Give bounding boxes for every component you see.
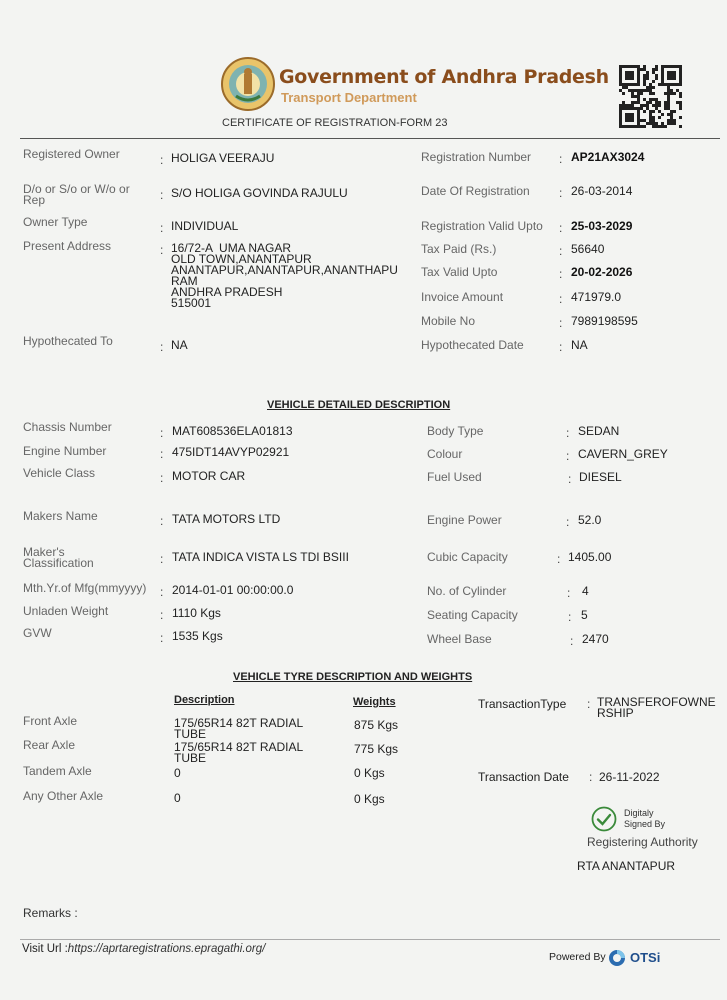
tyre-row-2-description: 0 [174, 766, 181, 780]
dept-title: Transport Department [281, 90, 417, 105]
visit-url-link[interactable]: https://aprtaregistrations.epragathi.org/ [67, 943, 266, 955]
owner-right-3-value: 56640 [571, 242, 605, 256]
owner-right-4-colon: : [559, 267, 563, 281]
visit-url-label: Visit Url : [22, 943, 68, 955]
owner-right-5-label: Invoice Amount [421, 290, 504, 304]
vehicle-right-0-colon: : [566, 426, 570, 440]
owner-left-1-colon: : [160, 188, 164, 202]
owner-left-3-label: Present Address [23, 239, 112, 253]
vehicle-right-0-label: Body Type [427, 424, 484, 438]
vehicle-right-6-label: Seating Capacity [427, 608, 518, 622]
tyre-description-header: Description [174, 694, 235, 706]
owner-left-4-value: NA [171, 338, 188, 352]
vehicle-left-5-label: Mth.Yr.of Mfg(mmyyyy) [23, 581, 147, 595]
vehicle-right-1-value: CAVERN_GREY [578, 447, 668, 461]
vehicle-right-4-value: 1405.00 [568, 550, 612, 564]
tyre-row-0-label: Front Axle [23, 714, 78, 728]
vehicle-left-5-value: 2014-01-01 00:00:00.0 [172, 583, 294, 597]
owner-left-4-colon: : [160, 340, 164, 354]
vehicle-left-7-colon: : [160, 631, 164, 645]
owner-right-3-colon: : [559, 244, 563, 258]
vehicle-left-5-colon: : [160, 585, 164, 599]
otsi-logo-icon [608, 949, 626, 967]
owner-left-2-label: Owner Type [23, 215, 88, 229]
owner-left-0-colon: : [160, 153, 164, 167]
owner-right-4-value: 20-02-2026 [571, 265, 633, 279]
tyre-row-1-label: Rear Axle [23, 738, 76, 752]
vehicle-right-4-label: Cubic Capacity [427, 550, 508, 564]
vehicle-right-2-label: Fuel Used [427, 470, 482, 484]
vehicle-left-3-value: TATA MOTORS LTD [172, 512, 281, 526]
tyre-row-2-label: Tandem Axle [23, 764, 92, 778]
transaction-type-value: TRANSFEROFOWNE RSHIP [597, 695, 716, 720]
transaction-date-label: Transaction Date [478, 770, 569, 784]
vehicle-right-1-label: Colour [427, 447, 463, 461]
vehicle-left-6-colon: : [160, 608, 164, 622]
tyre-row-3-weight: 0 Kgs [354, 792, 385, 806]
tyre-row-3-label: Any Other Axle [23, 789, 104, 803]
vehicle-right-7-colon: : [570, 634, 574, 648]
vehicle-right-5-colon: : [567, 586, 571, 600]
owner-right-7-label: Hypothecated Date [421, 338, 524, 352]
vehicle-left-2-label: Vehicle Class [23, 466, 96, 480]
tyre-row-0-weight: 875 Kgs [354, 718, 399, 732]
transaction-date-value: 26-11-2022 [599, 770, 660, 784]
owner-right-1-value: 26-03-2014 [571, 184, 633, 198]
vehicle-left-7-label: GVW [23, 626, 52, 640]
vehicle-right-7-label: Wheel Base [427, 632, 492, 646]
vehicle-right-6-value: 5 [581, 608, 588, 622]
vehicle-left-2-value: MOTOR CAR [172, 469, 246, 483]
vehicle-left-3-label: Makers Name [23, 509, 98, 523]
otsi-brand: OTSi [630, 950, 661, 965]
owner-right-2-value: 25-03-2029 [571, 219, 633, 233]
vehicle-left-6-label: Unladen Weight [23, 604, 109, 618]
owner-left-1-label: D/o or S/o or W/o or Rep [23, 182, 130, 207]
vehicle-left-3-colon: : [160, 514, 164, 528]
emblem-icon [220, 56, 276, 112]
owner-right-1-colon: : [559, 186, 563, 200]
registering-authority: Registering Authority [587, 835, 698, 849]
tyre-row-0-description: 175/65R14 82T RADIAL TUBE [174, 716, 304, 741]
vehicle-right-5-value: 4 [582, 584, 589, 598]
header-divider [20, 138, 720, 139]
owner-left-0-value: HOLIGA VEERAJU [171, 151, 275, 165]
owner-right-6-colon: : [559, 316, 563, 330]
remarks-label: Remarks : [23, 906, 78, 920]
vehicle-right-6-colon: : [568, 610, 572, 624]
digital-signature-check-icon [591, 806, 617, 832]
vehicle-left-1-value: 475IDT14AVYP02921 [172, 445, 290, 459]
owner-left-1-value: S/O HOLIGA GOVINDA RAJULU [171, 186, 348, 200]
vehicle-left-6-value: 1110 Kgs [172, 606, 221, 620]
vehicle-right-5-label: No. of Cylinder [427, 584, 507, 598]
owner-left-3-value: 16/72-A UMA NAGAR OLD TOWN,ANANTAPUR ANANTAPUR,ANANTAPUR,ANANTHAPU RAM ANDHRA PRADESH 515001 [171, 241, 398, 310]
digitally-signed-text: Digitaly Signed By [624, 808, 666, 829]
owner-right-3-label: Tax Paid (Rs.) [421, 242, 497, 256]
owner-right-0-value: AP21AX3024 [571, 150, 645, 164]
owner-left-3-colon: : [160, 243, 164, 257]
transaction-type-label: TransactionType [478, 697, 567, 711]
vehicle-left-4-colon: : [160, 552, 164, 566]
vehicle-right-2-value: DIESEL [579, 470, 622, 484]
owner-right-4-label: Tax Valid Upto [421, 265, 498, 279]
org-title: Government of Andhra Pradesh [279, 66, 609, 88]
vehicle-left-1-label: Engine Number [23, 444, 107, 458]
owner-left-2-colon: : [160, 221, 164, 235]
owner-right-7-value: NA [571, 338, 588, 352]
form-title: CERTIFICATE OF REGISTRATION-FORM 23 [222, 117, 448, 129]
powered-by [549, 951, 606, 963]
vehicle-left-4-value: TATA INDICA VISTA LS TDI BSIII [172, 550, 349, 564]
owner-right-5-value: 471979.0 [571, 290, 622, 304]
powered-by-label: Powered By [549, 951, 606, 963]
owner-left-0-label: Registered Owner [23, 147, 120, 161]
transaction-date-colon: : [589, 770, 593, 784]
vehicle-right-0-value: SEDAN [578, 424, 620, 438]
tyre-weights-header: Weights [353, 696, 396, 708]
vehicle-right-3-colon: : [566, 515, 570, 529]
owner-right-2-colon: : [559, 221, 563, 235]
owner-right-2-label: Registration Valid Upto [421, 219, 543, 233]
owner-right-0-label: Registration Number [421, 150, 532, 164]
footer-divider [20, 939, 720, 940]
tyre-section-title: VEHICLE TYRE DESCRIPTION AND WEIGHTS [233, 671, 473, 683]
vehicle-left-0-label: Chassis Number [23, 420, 112, 434]
vehicle-right-2-colon: : [568, 472, 572, 486]
owner-left-2-value: INDIVIDUAL [171, 219, 239, 233]
tyre-row-3-description: 0 [174, 791, 181, 805]
qr-code-icon [618, 64, 684, 128]
vehicle-left-4-label: Maker's Classification [23, 545, 94, 570]
owner-left-4-label: Hypothecated To [23, 334, 113, 348]
tyre-row-2-weight: 0 Kgs [354, 766, 385, 780]
visit-url-line [22, 943, 265, 955]
owner-right-1-label: Date Of Registration [421, 184, 530, 198]
owner-right-7-colon: : [559, 340, 563, 354]
vehicle-section-title: VEHICLE DETAILED DESCRIPTION [267, 399, 451, 411]
tyre-row-1-description: 175/65R14 82T RADIAL TUBE [174, 740, 304, 765]
vehicle-right-3-value: 52.0 [578, 513, 602, 527]
vehicle-left-2-colon: : [160, 471, 164, 485]
vehicle-left-0-colon: : [160, 426, 164, 440]
vehicle-right-4-colon: : [557, 552, 561, 566]
owner-right-6-value: 7989198595 [571, 314, 638, 328]
vehicle-right-3-label: Engine Power [427, 513, 502, 527]
vehicle-left-7-value: 1535 Kgs [172, 629, 223, 643]
tyre-row-1-weight: 775 Kgs [354, 742, 399, 756]
vehicle-left-1-colon: : [160, 447, 164, 461]
transaction-type-colon: : [587, 697, 591, 711]
vehicle-left-0-value: MAT608536ELA01813 [172, 424, 293, 438]
vehicle-right-7-value: 2470 [582, 632, 609, 646]
owner-right-5-colon: : [559, 292, 563, 306]
rta-office: RTA ANANTAPUR [577, 859, 676, 873]
owner-right-0-colon: : [559, 152, 563, 166]
owner-right-6-label: Mobile No [421, 314, 476, 328]
vehicle-right-1-colon: : [566, 449, 570, 463]
